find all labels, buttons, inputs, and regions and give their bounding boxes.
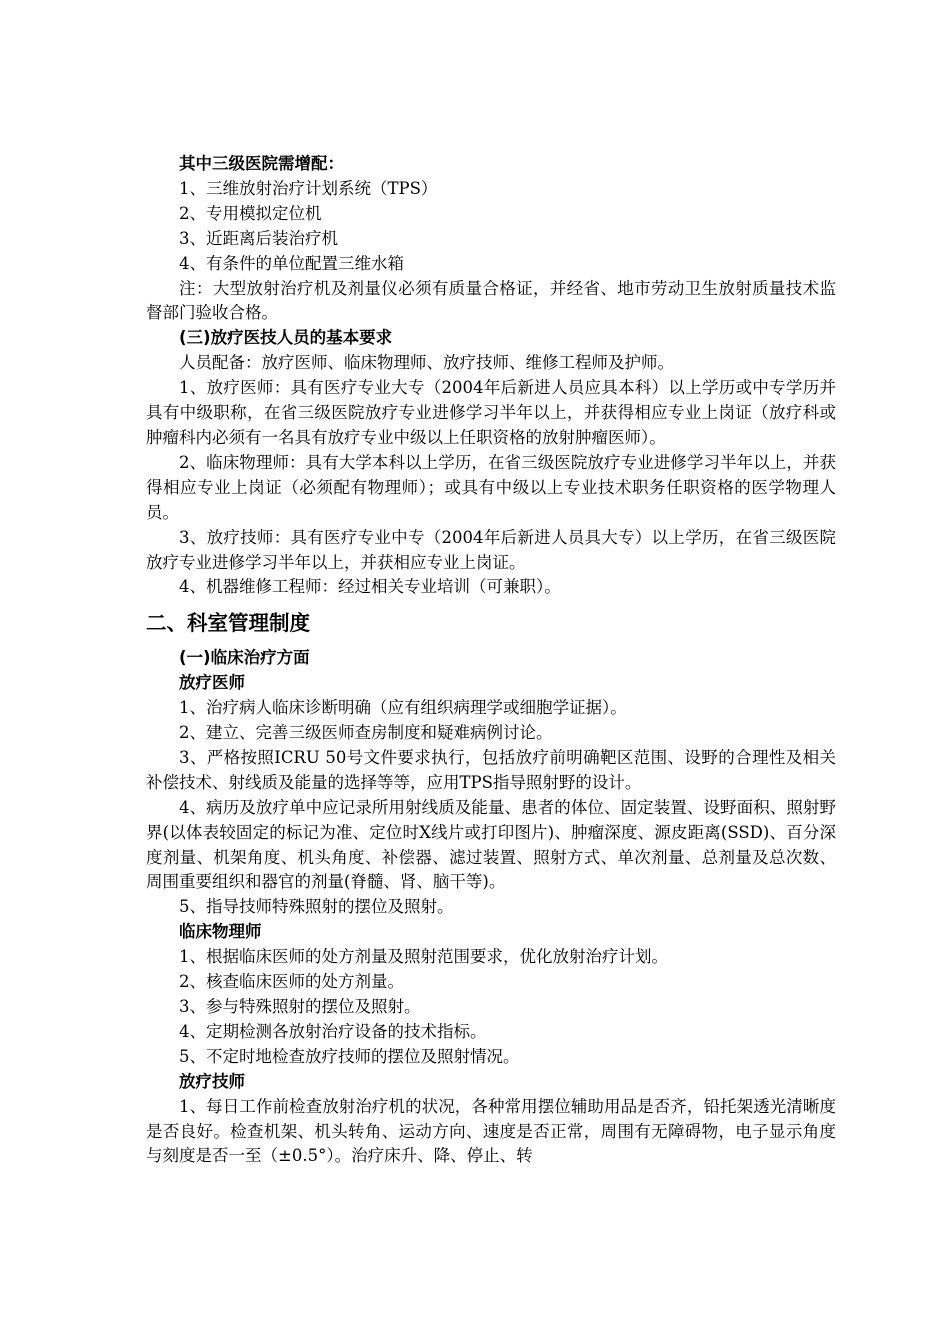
list-item: 4、有条件的单位配置三维水箱: [179, 253, 404, 273]
list-item: 2、核查临床医师的处方剂量。: [179, 972, 404, 992]
list-item: 3、参与特殊照射的摆位及照射。: [179, 997, 421, 1016]
list-item: 2、建立、完善三级医师查房制度和疑难病例讨论。: [179, 723, 553, 743]
list-item: 1、治疗病人临床诊断明确（应有组织病理学或细胞学证据）。: [179, 698, 627, 718]
role-heading: 放疗技师: [179, 1071, 245, 1091]
list-item: 1、三维放射治疗计划系统（TPS）: [179, 178, 438, 198]
list-item: 5、指导技师特殊照射的摆位及照射。: [179, 897, 454, 917]
list-item: 3、近距离后装治疗机: [179, 228, 338, 248]
chapter-title: 二、科室管理制度: [146, 611, 310, 636]
document-page: [146, 152, 836, 1169]
role-heading: 临床物理师: [179, 922, 262, 942]
list-item: 4、机器维修工程师：经过相关专业培训（可兼职）。: [179, 577, 561, 597]
subsection-heading: (一)临床治疗方面: [179, 648, 310, 668]
list-item: 3、严格按照ICRU 50号文件要求执行，包括放疗前明确靶区范围、设野的合理性及相关补偿技术、射线质及能量的选择等等，应用TPS指导照射野的设计。: [146, 747, 836, 792]
section-heading: (三)放疗医技人员的基本要求: [179, 328, 393, 348]
note-paragraph: 注：大型放射治疗机及剂量仪必须有质量合格证，并经省、地市劳动卫生放射质量技术监督部门验收合格。: [146, 278, 836, 323]
list-item: 4、定期检测各放射治疗设备的技术指标。: [179, 1021, 487, 1041]
list-item: 1、每日工作前检查放射治疗机的状况，各种常用摆位辅助用品是否齐，铅托架透光清晰度是否良好。检查机架、机头转角、运动方向、速度是否正常，周围有无障碍物，电子显示角度与刻度是否一至（±0.5°）。治疗床升、降、停止、转: [146, 1096, 836, 1166]
section-heading: 其中三级医院需增配：: [179, 154, 344, 173]
list-item: 2、专用模拟定位机: [179, 203, 322, 223]
role-heading: 放疗医师: [179, 673, 245, 693]
list-item: 2、临床物理师：具有大学本科以上学历，在省三级医院放疗专业进修学习半年以上，并获得相应专业上岗证（必须配有物理师）；或具有中级以上专业技术职务任职资格的医学物理人员。: [146, 452, 836, 522]
list-item: 1、放疗医师：具有医疗专业大专（2004年后新进人员应具本科）以上学历或中专学历并具有中级职称，在省三级医院放疗专业进修学习半年以上，并获得相应专业上岗证（放疗科或肿瘤科内必须有一名具有放疗专业中级以上任职资格的放射肿瘤医师）。: [146, 378, 836, 447]
list-item: 5、不定时地检查放疗技师的摆位及照射情况。: [179, 1046, 520, 1066]
list-item: 1、根据临床医师的处方剂量及照射范围要求，优化放射治疗计划。: [179, 947, 668, 967]
list-item: 3、放疗技师：具有医疗专业中专（2004年后新进人员具大专）以上学历，在省三级医院放疗专业进修学习半年以上，并获相应专业上岗证。: [146, 527, 836, 572]
list-item: 4、病历及放疗单中应记录所用射线质及能量、患者的体位、固定装置、设野面积、照射野界(以体表较固定的标记为准、定位时X线片或打印图片)、肿瘤深度、源皮距离(SSD)、百分深度剂量、机架角度、机头角度、补偿器、滤过装置、照射方式、单次剂量、总剂量及总次数、周围重要组织和器官的剂量(脊髓、肾、脑干等)。: [146, 797, 836, 892]
intro-paragraph: 人员配备：放疗医师、临床物理师、放疗技师、维修工程师及护师。: [179, 353, 674, 373]
